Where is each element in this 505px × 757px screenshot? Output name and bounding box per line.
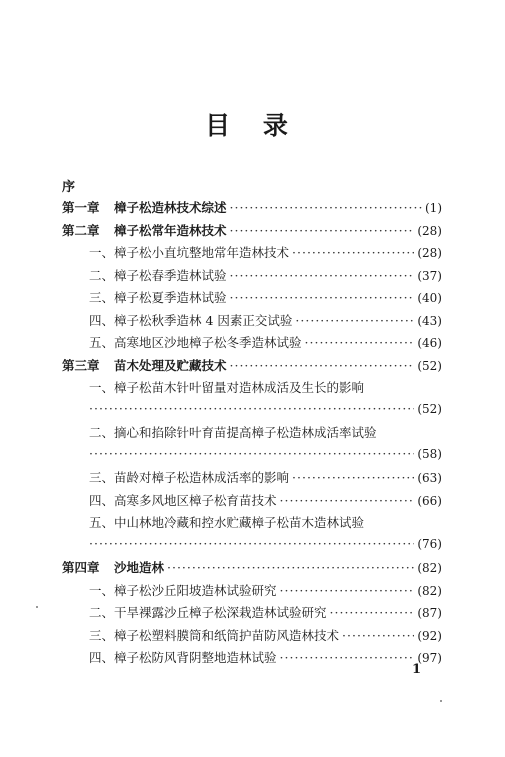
toc-chapter-entry[interactable]	[62, 356, 442, 379]
chapter-title: 樟子松造林技术综述	[114, 200, 227, 215]
section-number: 一、	[89, 380, 115, 395]
chapter-number: 第三章	[62, 357, 100, 373]
page-ref: (63)	[417, 471, 442, 485]
scan-speck	[36, 606, 38, 608]
page-ref: (28)	[417, 223, 442, 238]
dot-leader	[292, 470, 414, 485]
section-title: 樟子松防风背阴整地造林试验	[114, 650, 277, 665]
section-number: 四、	[89, 650, 115, 665]
toc-section-entry-continuation[interactable]	[62, 401, 442, 424]
toc-section-entry-continuation[interactable]	[62, 536, 442, 559]
section-title: 苗龄对樟子松造林成活率的影响	[114, 470, 290, 485]
dot-leader	[89, 536, 414, 551]
toc-section-entry[interactable]	[62, 581, 442, 604]
page-ref: (37)	[417, 268, 442, 283]
dot-leader	[230, 223, 415, 238]
page-ref: (66)	[417, 493, 442, 508]
dot-leader	[89, 401, 414, 416]
chapter-title: 樟子松常年造林技术	[114, 222, 227, 238]
section-title: 干旱裸露沙丘樟子松深栽造林试验研究	[114, 605, 327, 620]
section-number: 三、	[89, 627, 115, 643]
section-title: 中山林地冷藏和控水贮藏樟子松苗木造林试验	[114, 515, 365, 530]
page-ref: (46)	[417, 336, 442, 350]
chapter-number: 第四章	[62, 560, 100, 575]
toc-section-entry[interactable]	[62, 626, 442, 649]
chapter-number: 第二章	[62, 222, 100, 238]
section-number: 三、	[89, 290, 115, 305]
page-ref: (43)	[417, 313, 442, 328]
toc-section-entry[interactable]	[62, 288, 442, 311]
toc-section-entry[interactable]	[62, 648, 442, 671]
section-number: 一、	[89, 582, 115, 598]
page-ref: (82)	[417, 583, 442, 598]
chapter-title: 沙地造林	[114, 560, 165, 575]
page-ref: (97)	[417, 651, 442, 665]
toc-section-entry[interactable]	[62, 333, 442, 356]
section-title: 樟子松小直坑整地常年造林技术	[114, 245, 290, 260]
scan-speck	[440, 700, 442, 702]
section-title: 樟子松夏季造林试验	[114, 290, 227, 305]
section-number: 五、	[89, 335, 115, 350]
section-title: 高寒地区沙地樟子松冬季造林试验	[114, 335, 302, 350]
chapter-number: 第一章	[62, 200, 100, 215]
section-number: 一、	[89, 245, 115, 260]
section-number: 四、	[89, 492, 115, 508]
toc-section-entry[interactable]	[62, 513, 442, 536]
toc-chapter-entry[interactable]	[62, 198, 442, 221]
page-ref: (87)	[417, 606, 442, 620]
toc-section-entry[interactable]	[62, 243, 442, 266]
page-ref: (1)	[425, 201, 442, 215]
section-title: 樟子松春季造林试验	[114, 267, 227, 283]
toc-preface: 序	[62, 180, 76, 195]
dot-leader	[89, 446, 414, 461]
toc-section-entry[interactable]	[62, 266, 442, 289]
section-number: 五、	[89, 515, 115, 530]
toc-section-entry[interactable]	[62, 423, 442, 446]
section-title: 樟子松塑料膜筒和纸筒护苗防风造林技术	[114, 627, 340, 643]
toc-section-entry[interactable]	[62, 468, 442, 491]
chapter-title: 苗木处理及贮藏技术	[114, 357, 227, 373]
dot-leader	[280, 583, 415, 598]
table-of-contents	[62, 198, 442, 671]
page-ref: (40)	[417, 291, 442, 305]
toc-chapter-entry[interactable]	[62, 558, 442, 581]
section-number: 二、	[89, 425, 115, 440]
section-title: 摘心和掐除针叶育苗提高樟子松造林成活率试验	[114, 425, 377, 440]
dot-leader	[230, 358, 415, 373]
toc-section-entry[interactable]	[62, 603, 442, 626]
page-ref: (28)	[417, 246, 442, 260]
section-number: 四、	[89, 312, 115, 328]
toc-chapter-entry[interactable]	[62, 221, 442, 244]
dot-leader	[292, 245, 414, 260]
dot-leader	[230, 200, 422, 215]
section-number: 三、	[89, 470, 115, 485]
dot-leader	[305, 335, 415, 350]
page-ref: (76)	[417, 536, 442, 551]
dot-leader	[280, 493, 415, 508]
toc-section-entry[interactable]	[62, 378, 442, 401]
toc-section-entry-continuation[interactable]	[62, 446, 442, 469]
section-title: 樟子松秋季造林 4 因素正交试验	[114, 312, 293, 328]
section-number: 二、	[89, 605, 115, 620]
dot-leader	[167, 560, 414, 575]
dot-leader	[280, 650, 415, 665]
page-number: 1	[412, 662, 422, 677]
dot-leader	[342, 628, 414, 643]
page-ref: (58)	[417, 446, 442, 461]
page-ref: (52)	[417, 401, 442, 416]
toc-section-entry[interactable]	[62, 311, 442, 334]
page-ref: (52)	[417, 358, 442, 373]
dot-leader	[330, 605, 415, 620]
section-number: 二、	[89, 267, 115, 283]
dot-leader	[230, 290, 415, 305]
page-ref: (82)	[417, 561, 442, 575]
dot-leader	[295, 313, 414, 328]
section-title: 高寒多风地区樟子松育苗技术	[114, 492, 277, 508]
section-title: 樟子松苗木针叶留量对造林成活及生长的影响	[114, 380, 365, 395]
page-ref: (92)	[417, 628, 442, 643]
dot-leader	[230, 268, 415, 283]
section-title: 樟子松沙丘阳坡造林试验研究	[114, 582, 277, 598]
toc-section-entry[interactable]	[62, 491, 442, 514]
page-title: 目 录	[205, 111, 300, 140]
